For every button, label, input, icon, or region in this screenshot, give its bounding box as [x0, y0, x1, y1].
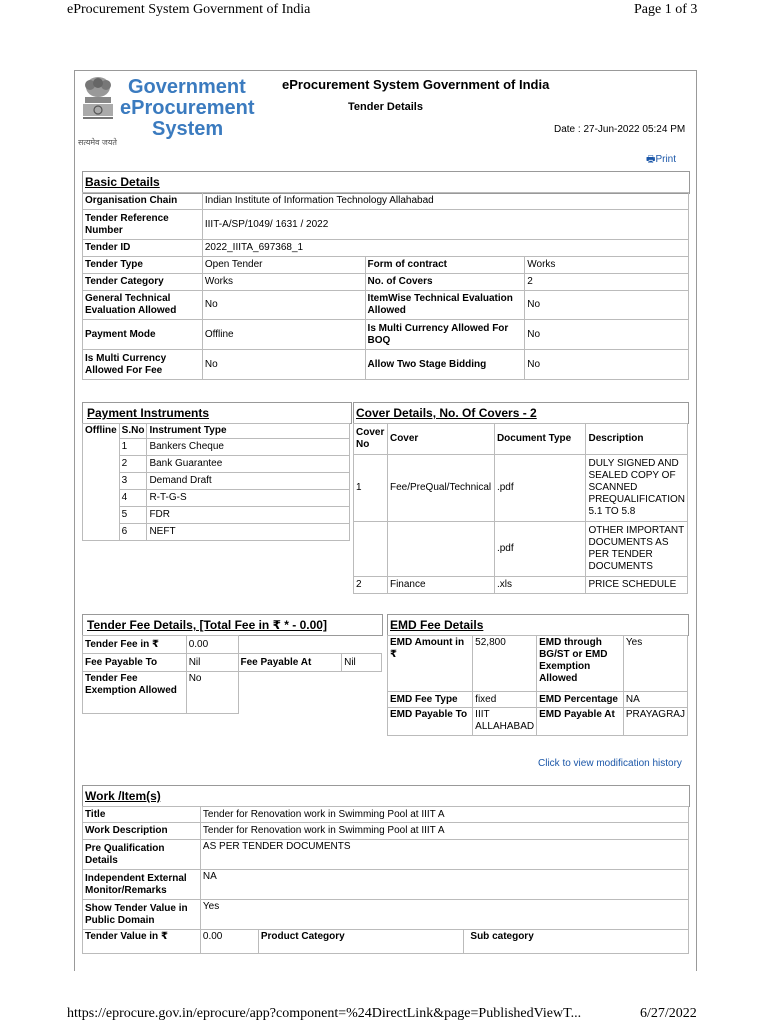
gte-label: General Technical Evaluation Allowed — [83, 291, 203, 320]
fee-exemption-value: No — [186, 672, 238, 714]
instrument-type: NEFT — [147, 524, 350, 541]
ite-value: No — [525, 291, 689, 320]
instrument-sno: 4 — [119, 490, 147, 507]
basic-details-table — [82, 192, 689, 380]
logo-motto: सत्यमेव जयते — [78, 138, 117, 147]
instrument-type: FDR — [147, 507, 350, 524]
document-type: .xls — [494, 577, 586, 594]
page-title: eProcurement System Government of India — [282, 77, 550, 92]
description: OTHER IMPORTANT DOCUMENTS AS PER TENDER DOCUMENTS — [586, 522, 688, 577]
emd-amount-label: EMD Amount in ₹ — [388, 636, 473, 692]
id-label: Tender ID — [83, 240, 203, 257]
emblem-icon — [78, 73, 118, 133]
ref-label: Tender Reference Number — [83, 210, 203, 240]
fee-payable-at-value: Nil — [342, 654, 382, 672]
emd-through-value: Yes — [623, 636, 687, 692]
contract-value: Works — [525, 257, 689, 274]
document-type: .pdf — [494, 522, 586, 577]
cover-no: 1 — [354, 455, 388, 522]
contract-label: Form of contract — [365, 257, 525, 274]
type-label: Tender Type — [83, 257, 203, 274]
emd-through-label: EMD through BG/ST or EMD Exemption Allowed — [537, 636, 624, 692]
print-footer-url: https://eprocure.gov.in/eprocure/app?component=%24DirectLink&page=PublishedViewT... — [67, 1006, 582, 1021]
emd-percentage-label: EMD Percentage — [537, 692, 624, 708]
tender-value-value: 0.00 — [200, 930, 258, 954]
col-cover: Cover — [387, 424, 494, 455]
document-type: .pdf — [494, 455, 586, 522]
instrument-type: R-T-G-S — [147, 490, 350, 507]
sub-category-label: Sub category — [464, 930, 689, 954]
payment-mode-value: Offline — [202, 320, 365, 350]
print-header-page: Page 1 of 3 — [634, 2, 698, 17]
cover-details-table — [353, 423, 688, 594]
iem-label: Independent External Monitor/Remarks — [83, 870, 201, 900]
instrument-sno: 3 — [119, 473, 147, 490]
show-value-label: Show Tender Value in Public Domain — [83, 900, 201, 930]
emd-fee-table — [387, 635, 688, 736]
instrument-sno: 5 — [119, 507, 147, 524]
logo-line3: System — [152, 118, 224, 140]
fee-exemption-label: Tender Fee Exemption Allowed — [83, 672, 187, 714]
col-instrument-type: Instrument Type — [147, 424, 350, 439]
work-description-value: Tender for Renovation work in Swimming Pool at IIIT A — [200, 823, 688, 840]
payment-mode: Offline — [83, 424, 120, 541]
fee-payable-to-label: Fee Payable To — [83, 654, 187, 672]
payment-instruments-table — [82, 423, 350, 541]
emd-payable-to-value: IIIT ALLAHABAD — [473, 708, 537, 736]
prequal-label: Pre Qualification Details — [83, 840, 201, 870]
description: DULY SIGNED AND SEALED COPY OF SCANNED PREQUALIFICATION 5.1 TO 5.8 — [586, 455, 688, 522]
logo-line2: eProcurement — [120, 97, 255, 119]
category-label: Tender Category — [83, 274, 203, 291]
covers-label: No. of Covers — [365, 274, 525, 291]
id-value: 2022_IIITA_697368_1 — [202, 240, 688, 257]
printer-icon: 🖶 — [646, 154, 656, 165]
instrument-sno: 1 — [119, 439, 147, 456]
iem-value: NA — [200, 870, 688, 900]
work-items-header: Work /Item(s) — [82, 785, 690, 807]
tsb-label: Allow Two Stage Bidding — [365, 350, 525, 380]
tender-fee-table — [82, 635, 382, 714]
emd-payable-at-label: EMD Payable At — [537, 708, 624, 736]
print-footer-date: 6/27/2022 — [640, 1006, 697, 1021]
category-value: Works — [202, 274, 365, 291]
tender-fee-header: Tender Fee Details, [Total Fee in ₹ * - 0.00] — [82, 614, 383, 636]
report-date: Date : 27-Jun-2022 05:24 PM — [554, 124, 686, 135]
ref-value: IIIT-A/SP/1049/ 1631 / 2022 — [202, 210, 688, 240]
emd-payable-to-label: EMD Payable To — [388, 708, 473, 736]
instrument-sno: 6 — [119, 524, 147, 541]
basic-details-header: Basic Details — [82, 171, 690, 194]
print-link[interactable]: 🖶Print — [646, 154, 677, 165]
fee-payable-to-value: Nil — [186, 654, 238, 672]
mcf-label: Is Multi Currency Allowed For Fee — [83, 350, 203, 380]
emd-fee-type-label: EMD Fee Type — [388, 692, 473, 708]
mcf-value: No — [202, 350, 365, 380]
modification-history-link[interactable]: Click to view modification history — [538, 758, 682, 769]
print-header-title: eProcurement System Government of India — [67, 2, 311, 17]
emd-percentage-value: NA — [623, 692, 687, 708]
show-value-value: Yes — [200, 900, 688, 930]
page-subtitle: Tender Details — [348, 101, 423, 113]
cover-details-header: Cover Details, No. Of Covers - 2 — [353, 402, 689, 424]
col-cover-no: Cover No — [354, 424, 388, 455]
emd-fee-header: EMD Fee Details — [387, 614, 689, 636]
tender-value-label: Tender Value in ₹ — [83, 930, 201, 954]
cover-name: Fee/PreQual/Technical — [387, 455, 494, 522]
emd-amount-value: 52,800 — [473, 636, 537, 692]
work-items-table — [82, 806, 689, 954]
tsb-value: No — [525, 350, 689, 380]
work-title-label: Title — [83, 807, 201, 823]
instrument-type: Demand Draft — [147, 473, 350, 490]
prequal-value: AS PER TENDER DOCUMENTS — [200, 840, 688, 870]
instrument-sno: 2 — [119, 456, 147, 473]
col-document-type: Document Type — [494, 424, 586, 455]
product-category-label: Product Category — [258, 930, 464, 954]
instrument-type: Bank Guarantee — [147, 456, 350, 473]
description: PRICE SCHEDULE — [586, 577, 688, 594]
ite-label: ItemWise Technical Evaluation Allowed — [365, 291, 525, 320]
col-description: Description — [586, 424, 688, 455]
cover-name: Finance — [387, 577, 494, 594]
emd-fee-type-value: fixed — [473, 692, 537, 708]
payment-instruments-header: Payment Instruments — [82, 402, 352, 424]
instrument-type: Bankers Cheque — [147, 439, 350, 456]
emd-payable-at-value: PRAYAGRAJ — [623, 708, 687, 736]
tender-fee-label: Tender Fee in ₹ — [83, 636, 187, 654]
logo-line1: Government — [128, 76, 246, 98]
org-value: Indian Institute of Information Technology Allahabad — [202, 193, 688, 210]
work-title-value: Tender for Renovation work in Swimming Pool at IIIT A — [200, 807, 688, 823]
mcb-label: Is Multi Currency Allowed For BOQ — [365, 320, 525, 350]
tender-fee-value: 0.00 — [186, 636, 238, 654]
work-description-label: Work Description — [83, 823, 201, 840]
org-label: Organisation Chain — [83, 193, 203, 210]
type-value: Open Tender — [202, 257, 365, 274]
fee-payable-at-label: Fee Payable At — [238, 654, 342, 672]
col-sno: S.No — [119, 424, 147, 439]
mcb-value: No — [525, 320, 689, 350]
cover-no: 2 — [354, 577, 388, 594]
covers-value: 2 — [525, 274, 689, 291]
payment-mode-label: Payment Mode — [83, 320, 203, 350]
gte-value: No — [202, 291, 365, 320]
